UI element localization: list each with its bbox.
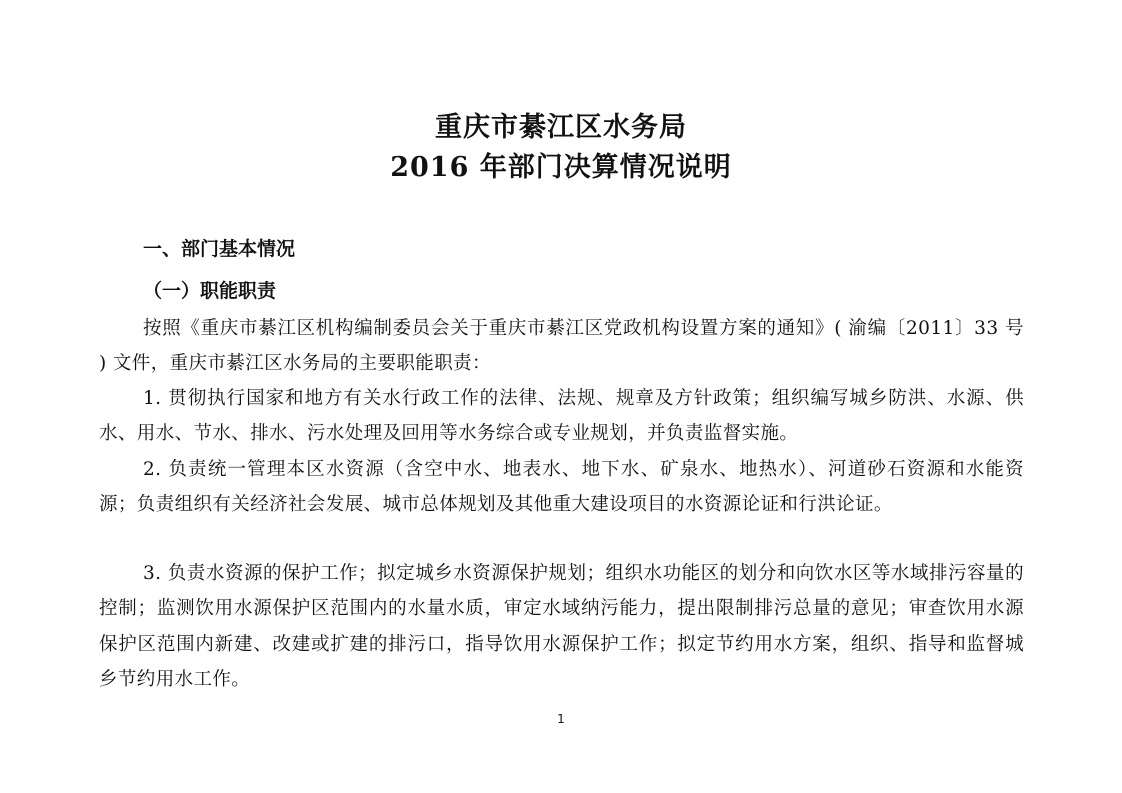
subsection-heading: （一）职能职责 [143, 280, 277, 302]
document-title-line1: 重庆市綦江区水务局 [435, 112, 687, 143]
document-title-line2: 2016 年部门决算情况说明 [390, 152, 732, 183]
duty-item-3: 3. 负责水资源的保护工作；拟定城乡水资源保护规划；组织水功能区的划分和向饮水区等水域排污容量的控制；监测饮用水源保护区范围内的水量水质，审定水域纳污能力，提出限制排污总量的意见；审查饮用水源保护区范围内新建、改建或扩建的排污口，指导饮用水源保护工作；拟定节约用水方案，组织、指导和监督城乡节约用水工作。 [99, 563, 1024, 691]
page-number: 1 [557, 712, 565, 726]
section-heading: 一、部门基本情况 [143, 238, 296, 260]
duty-item-1: 1. 贯彻执行国家和地方有关水行政工作的法律、法规、规章及方针政策；组织编写城乡防洪、水源、供水、用水、节水、排水、污水处理及回用等水务综合或专业规划，并负责监督实施。 [99, 388, 1024, 445]
intro-paragraph: 按照《重庆市綦江区机构编制委员会关于重庆市綦江区党政机构设置方案的通知》( 渝编〔2011〕33 号 ) 文件，重庆市綦江区水务局的主要职能职责： [99, 318, 1024, 375]
duty-item-2: 2. 负责统一管理本区水资源（含空中水、地表水、地下水、矿泉水、地热水）、河道砂石资源和水能资源；负责组织有关经济社会发展、城市总体规划及其他重大建设项目的水资源论证和行洪论证。 [99, 459, 1024, 516]
